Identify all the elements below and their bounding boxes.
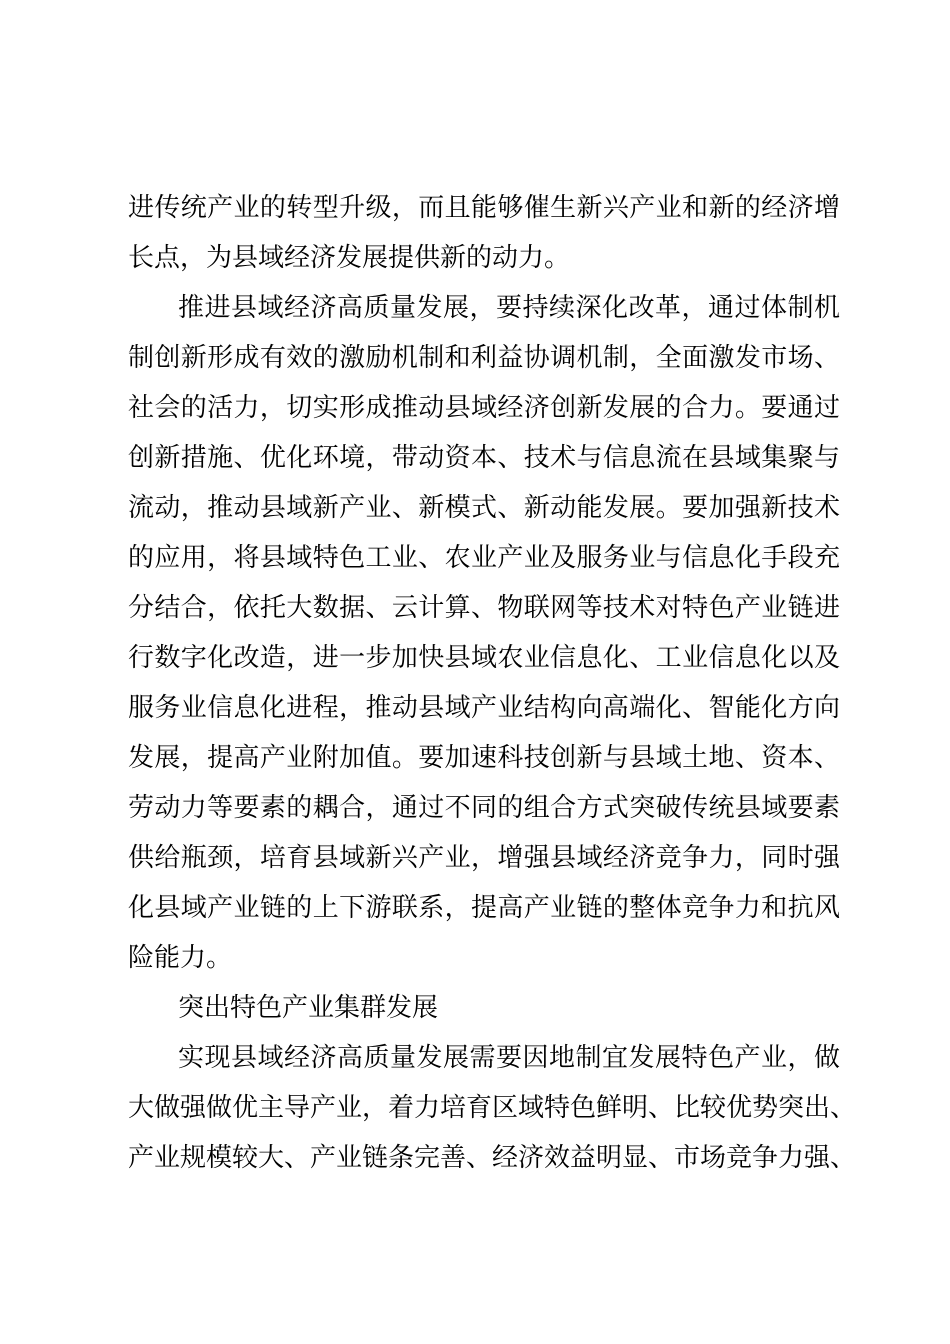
- paragraph-2-line-12: 供给瓶颈，培育县域新兴产业，增强县域经济竞争力，同时强: [128, 843, 840, 873]
- paragraph-2-line-11: 劳动力等要素的耦合，通过不同的组合方式突破传统县域要素: [128, 793, 840, 823]
- section-heading: 突出特色产业集群发展: [178, 993, 439, 1023]
- paragraph-2-line-13: 化县域产业链的上下游联系，提高产业链的整体竞争力和抗风: [128, 893, 840, 923]
- paragraph-1-line-1: 进传统产业的转型升级，而且能够催生新兴产业和新的经济增: [128, 193, 840, 223]
- paragraph-2-line-9: 服务业信息化进程，推动县域产业结构向高端化、智能化方向: [128, 693, 840, 723]
- paragraph-3-line-2: 大做强做优主导产业，着力培育区域特色鲜明、比较优势突出、: [128, 1093, 857, 1123]
- paragraph-2-line-8: 行数字化改造，进一步加快县域农业信息化、工业信息化以及: [128, 643, 840, 673]
- paragraph-2-line-2: 制创新形成有效的激励机制和利益协调机制，全面激发市场、: [128, 343, 840, 373]
- paragraph-2-line-10: 发展，提高产业附加值。要加速科技创新与县域土地、资本、: [128, 743, 840, 773]
- paragraph-2-line-7: 分结合，依托大数据、云计算、物联网等技术对特色产业链进: [128, 593, 840, 623]
- paragraph-3-line-1: 实现县域经济高质量发展需要因地制宜发展特色产业，做: [178, 1043, 840, 1073]
- paragraph-2-line-1: 推进县域经济高质量发展，要持续深化改革，通过体制机: [178, 293, 840, 323]
- paragraph-2-line-6: 的应用，将县域特色工业、农业产业及服务业与信息化手段充: [128, 543, 840, 573]
- paragraph-3-line-3: 产业规模较大、产业链条完善、经济效益明显、市场竞争力强、: [128, 1143, 857, 1173]
- paragraph-2-line-3: 社会的活力，切实形成推动县域经济创新发展的合力。要通过: [128, 393, 840, 423]
- paragraph-2-line-5: 流动，推动县域新产业、新模式、新动能发展。要加强新技术: [128, 493, 840, 523]
- paragraph-2-line-4: 创新措施、优化环境，带动资本、技术与信息流在县域集聚与: [128, 443, 840, 473]
- paragraph-1-line-2: 长点，为县域经济发展提供新的动力。: [128, 243, 571, 273]
- paragraph-2-line-14: 险能力。: [128, 943, 233, 973]
